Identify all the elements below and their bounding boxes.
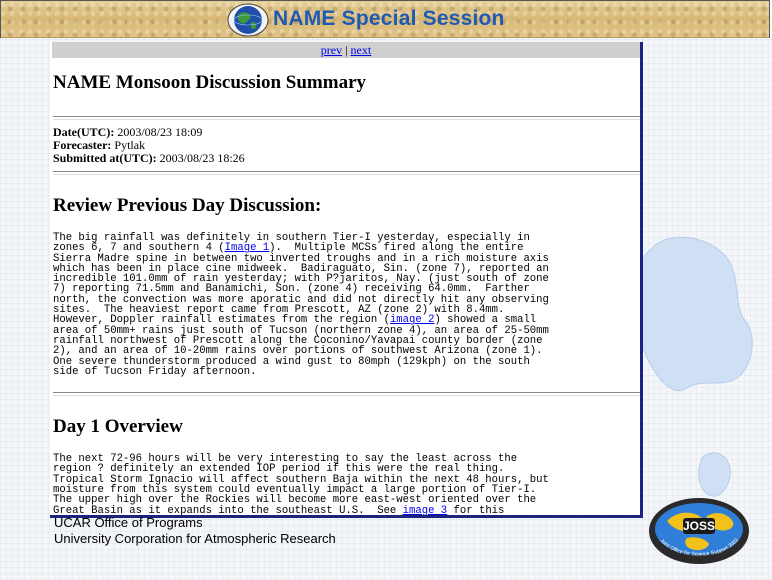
header-banner: [1, 1, 769, 38]
day1-section-title: Day 1 Overview: [53, 416, 183, 438]
content-body: [50, 72, 640, 518]
submitted-value: 2003/08/23 18:26: [159, 151, 245, 165]
review-text-part: ). Multiple MCSs fired along the entire Sierra Madre spine in between two inverted troughs and in a rich moisture axis which has been in place cine midweek. Badiraguato, Sin. (zone 7), reported an incredible 101.0mm of rain yesterday; with P?jaritos, Nay. (just south of zone 7) reporting 71.5mm and Banamichi, Son. (zone 4) receiving 64.0mm. Farther north, the convection was more aporatic and did not directly hit any observing sites. The heaviest report came from Prescott, AZ (zone 2) with 8.4mm. However, Doppler rainfall estimates from the region (: [53, 242, 549, 327]
footer-line-2: University Corporation for Atmospheric Research: [54, 531, 336, 546]
joss-tagline: Joint Office for Science Support 2003: [658, 537, 740, 558]
page-title: NAME Monsoon Discussion Summary: [53, 72, 367, 93]
day1-text-part: The next 72-96 hours will be very interesting to say the least across the region ? definitely an extended IOP period if this were the real thing. Tropical Storm Ignacio will affect southern Baja within the next 48 hours, but moisture from this system could eventually impact a large portion of Tier-I. The upper high over the Rockies will become more east-west oriented over the Great Basin as it expands into the southeast U.S. See: [53, 453, 549, 517]
review-section-title: Review Previous Day Discussion:: [53, 195, 322, 216]
footer: [54, 515, 336, 547]
image-3-link[interactable]: image 3: [402, 504, 448, 517]
image-2-link[interactable]: image 2: [389, 314, 435, 327]
date-label: Date(UTC):: [53, 125, 115, 139]
forecaster-value: Pytlak: [114, 138, 146, 152]
joss-globe-logo: [647, 496, 751, 566]
review-text: [53, 233, 640, 377]
image-1-link[interactable]: Image 1: [224, 242, 270, 255]
review-text-part: ) showed a small area of 50mm+ rains just south of Tucson (northern zone 4), an area of 25-50mm rainfall northwest of Prescott along the Coconino/Yavapai county border (zone 2), and an area of 10-20mm rains over portions of southwest Arizona (zone 1). One severe thunderstorm produced a wind gust to 80mph (129kph) on the south side of Tucson Friday afternoon.: [53, 314, 549, 378]
day1-text: [53, 454, 640, 518]
joss-label: JOSS: [682, 519, 716, 533]
day1-text-part: for this: [453, 504, 505, 517]
globe-icon: [227, 3, 269, 37]
divider: [53, 392, 640, 396]
metadata-block: [53, 120, 640, 171]
review-text-part: The big rainfall was definitely in southern Tier-I yesterday, especially in zones 6, 7 and southern 4 (: [53, 232, 530, 255]
divider: [53, 171, 640, 175]
nav-separator: |: [345, 43, 348, 57]
next-link[interactable]: next: [350, 43, 372, 57]
prev-link[interactable]: prev: [320, 43, 343, 57]
date-value: 2003/08/23 18:09: [117, 125, 203, 139]
footer-line-1: UCAR Office of Programs: [54, 515, 203, 530]
submitted-row: [53, 152, 640, 165]
nav-bar: [52, 42, 640, 58]
content-panel: [50, 42, 643, 518]
submitted-label: Submitted at(UTC):: [53, 151, 157, 165]
site-title: NAME Special Session: [273, 7, 505, 30]
forecaster-label: Forecaster:: [53, 138, 112, 152]
